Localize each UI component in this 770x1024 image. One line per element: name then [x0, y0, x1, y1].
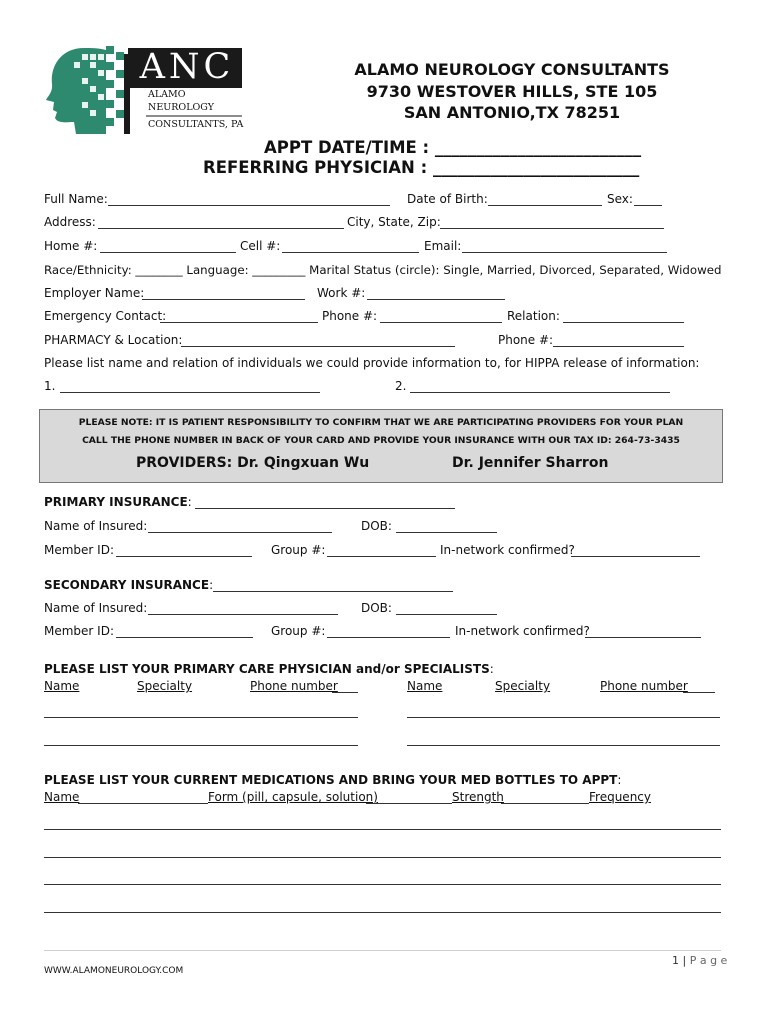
secondary-group-label: Group #:: [271, 624, 326, 638]
employer-label: Employer Name:: [44, 286, 145, 300]
secondary-insurance-label: SECONDARY INSURANCE:: [44, 578, 214, 592]
sex-label: Sex:: [607, 192, 633, 206]
pcp-row-2-left[interactable]: [44, 745, 358, 746]
primary-name-insured-field[interactable]: [148, 532, 332, 533]
primary-member-id-label: Member ID:: [44, 543, 114, 557]
pcp-row-1-left[interactable]: [44, 717, 358, 718]
cell-phone-field[interactable]: [282, 252, 419, 253]
sex-field[interactable]: [634, 205, 662, 206]
pcp-col-phone-left-tail: [332, 692, 358, 693]
pcp-row-1-right[interactable]: [407, 717, 720, 718]
hippa-1-label: 1.: [44, 379, 56, 393]
logo-text-neurology: NEUROLOGY: [148, 102, 214, 113]
pharmacy-field[interactable]: [181, 346, 455, 347]
med-row-2[interactable]: [44, 857, 721, 858]
hippa-1-field[interactable]: [60, 392, 320, 393]
primary-in-network-field[interactable]: [571, 556, 700, 557]
logo-initials: ANC: [139, 47, 235, 87]
hippa-2-label: 2.: [395, 379, 407, 393]
secondary-insurance-field[interactable]: [213, 591, 453, 592]
secondary-in-network-field[interactable]: [585, 637, 701, 638]
email-label: Email:: [424, 239, 462, 253]
pharmacy-label: PHARMACY & Location:: [44, 333, 183, 347]
cell-phone-label: Cell #:: [240, 239, 281, 253]
race-language-marital[interactable]: Race/Ethnicity: ________ Language: _________ Marital Status (circle): Single, Married, Divorced, Separated, Widowed: [44, 263, 722, 277]
hippa-instructions: Please list name and relation of individuals we could provide information to, for HIPPA release of information:: [44, 356, 700, 370]
address-label: Address:: [44, 215, 96, 229]
page-number: 1 | P a g e: [672, 954, 728, 967]
appt-date-time[interactable]: APPT DATE/TIME : _________________________: [264, 138, 642, 157]
med-col-form: Form (pill, capsule, solution): [208, 790, 378, 804]
secondary-name-insured-field[interactable]: [148, 614, 338, 615]
home-phone-field[interactable]: [100, 252, 236, 253]
secondary-group-field[interactable]: [327, 637, 450, 638]
footer-divider: [44, 950, 721, 951]
logo-text-alamo: ALAMO: [148, 89, 186, 100]
pcp-col-phone-left: Phone number: [250, 679, 338, 693]
pcp-col-specialty-left: Specialty: [137, 679, 193, 693]
page-number-value: 1: [672, 954, 679, 967]
city-state-zip-label: City, State, Zip:: [347, 215, 441, 229]
practice-address: 9730 WESTOVER HILLS, STE 105: [366, 82, 658, 101]
secondary-insurance-title: SECONDARY INSURANCE: [44, 578, 210, 592]
primary-in-network-label: In-network confirmed?: [440, 543, 575, 557]
full-name-label: Full Name:: [44, 192, 108, 206]
pcp-col-phone-right-tail: [683, 692, 715, 693]
hippa-2-field[interactable]: [410, 392, 670, 393]
employer-field[interactable]: [142, 299, 305, 300]
emergency-contact-label: Emergency Contact:: [44, 309, 167, 323]
primary-insurance-title: PRIMARY INSURANCE: [44, 495, 188, 509]
relation-label: Relation:: [507, 309, 560, 323]
primary-insurance-field[interactable]: [195, 508, 455, 509]
dob-field[interactable]: [488, 205, 602, 206]
pcp-row-2-right[interactable]: [407, 745, 720, 746]
emergency-phone-label: Phone #:: [322, 309, 378, 323]
emergency-phone-field[interactable]: [380, 322, 502, 323]
provider-2: Dr. Jennifer Sharron: [452, 455, 609, 471]
work-phone-label: Work #:: [317, 286, 366, 300]
secondary-member-id-field[interactable]: [116, 637, 253, 638]
city-state-zip-field[interactable]: [440, 228, 664, 229]
secondary-dob-field[interactable]: [396, 614, 497, 615]
email-field[interactable]: [462, 252, 667, 253]
primary-name-insured-label: Name of Insured:: [44, 519, 148, 533]
pcp-col-specialty-right: Specialty: [495, 679, 551, 693]
medications-section-title: PLEASE LIST YOUR CURRENT MEDICATIONS AND BRING YOUR MED BOTTLES TO APPT: [44, 773, 618, 787]
emergency-contact-field[interactable]: [160, 322, 318, 323]
work-phone-field[interactable]: [367, 299, 505, 300]
secondary-dob-label: DOB:: [361, 601, 392, 615]
referring-physician[interactable]: REFERRING PHYSICIAN : _________________________: [203, 158, 640, 177]
secondary-in-network-label: In-network confirmed?: [455, 624, 590, 638]
medications-section-heading: PLEASE LIST YOUR CURRENT MEDICATIONS AND BRING YOUR MED BOTTLES TO APPT:: [44, 773, 622, 787]
pcp-section-title: PLEASE LIST YOUR PRIMARY CARE PHYSICIAN and/or SPECIALISTS: [44, 662, 490, 676]
med-col-strength-tail: [501, 803, 589, 804]
page-label: P a g e: [689, 954, 728, 967]
practice-city: SAN ANTONIO,TX 78251: [403, 103, 621, 122]
primary-group-label: Group #:: [271, 543, 326, 557]
med-col-name: Name: [44, 790, 80, 804]
secondary-member-id-label: Member ID:: [44, 624, 114, 638]
primary-group-field[interactable]: [327, 556, 436, 557]
med-row-3[interactable]: [44, 884, 721, 885]
med-col-form-tail: [366, 803, 452, 804]
notice-line-2: CALL THE PHONE NUMBER IN BACK OF YOUR CARD AND PROVIDE YOUR INSURANCE WITH OUR TAX ID: 264-73-3435: [82, 435, 680, 446]
pcp-col-phone-right: Phone number: [600, 679, 688, 693]
logo-text-consultants: CONSULTANTS, PA: [148, 119, 244, 130]
relation-field[interactable]: [563, 322, 684, 323]
practice-name: ALAMO NEUROLOGY CONSULTANTS: [354, 60, 670, 79]
secondary-name-insured-label: Name of Insured:: [44, 601, 148, 615]
website-footer: WWW.ALAMONEUROLOGY.COM: [44, 966, 184, 976]
pharmacy-phone-label: Phone #:: [498, 333, 554, 347]
home-phone-label: Home #:: [44, 239, 98, 253]
med-row-1[interactable]: [44, 829, 721, 830]
full-name-field[interactable]: [108, 205, 390, 206]
med-col-name-tail: [78, 803, 208, 804]
address-field[interactable]: [98, 228, 344, 229]
primary-member-id-field[interactable]: [116, 556, 252, 557]
primary-dob-field[interactable]: [396, 532, 497, 533]
med-row-4[interactable]: [44, 912, 721, 913]
primary-dob-label: DOB:: [361, 519, 392, 533]
practice-logo: [44, 40, 254, 135]
notice-line-1: PLEASE NOTE: IT IS PATIENT RESPONSIBILITY TO CONFIRM THAT WE ARE PARTICIPATING PROVIDERS FOR YOUR PLAN: [78, 417, 684, 428]
pcp-col-name-right: Name: [407, 679, 443, 693]
dob-label: Date of Birth:: [407, 192, 488, 206]
primary-insurance-label: PRIMARY INSURANCE:: [44, 495, 192, 509]
pharmacy-phone-field[interactable]: [553, 346, 684, 347]
pcp-section-heading: PLEASE LIST YOUR PRIMARY CARE PHYSICIAN and/or SPECIALISTS:: [44, 662, 494, 676]
providers-label: PROVIDERS: Dr. Qingxuan Wu: [136, 455, 370, 471]
med-col-frequency: Frequency: [589, 790, 651, 804]
pcp-col-name-left: Name: [44, 679, 80, 693]
med-col-strength: Strength: [452, 790, 504, 804]
